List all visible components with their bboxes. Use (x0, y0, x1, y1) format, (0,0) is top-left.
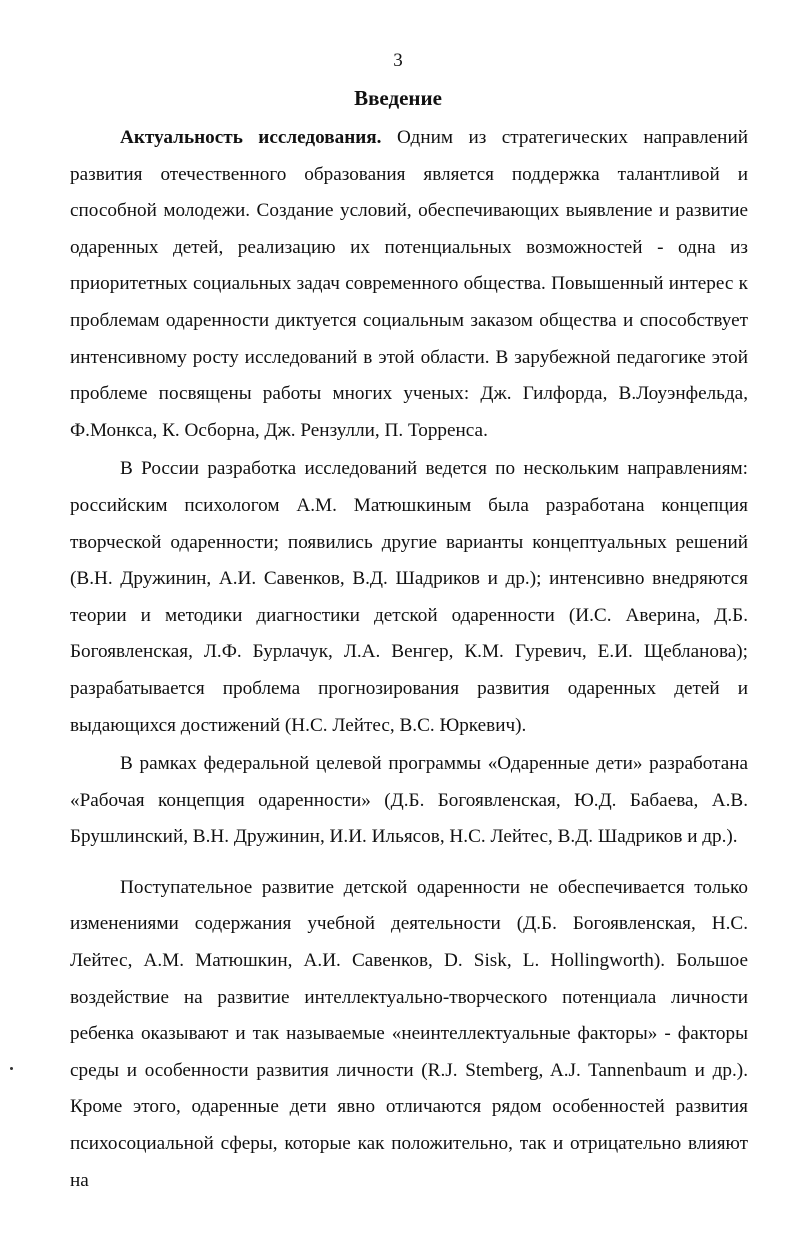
scan-dot-mark (10, 1067, 13, 1070)
paragraph-progressive-development: Поступательное развитие детской одаренности не обеспечивается только изменениями содержания учебной деятельности (Д.Б. Богоявленская, Н.С. Лейтес, А.М. Матюшкин, А.И. Савенков, D. Sisk, L. Hollingworth). Большое воздействие на развитие интеллектуально-творческого потенциала личности ребенка оказывают и так называемые «неинтеллектуальные факторы» - факторы среды и особенности развития личности (R.J. Stemberg, A.J. Tannenbaum и др.). Кроме этого, одаренные дети явно отличаются рядом особенностей развития психосоциальной сферы, которые как положительно, так и отрицательно влияют на (70, 876, 748, 1191)
paragraph-russia-research: В России разработка исследований ведется по нескольким направлениям: российским психологом А.М. Матюшкиным была разработана концепция творческой одаренности; появились другие варианты концептуальных решений (В.Н. Дружинин, А.И. Савенков, В.Д. Шадриков и др.); интенсивно внедряются теории и методики диагностики детской одаренности (И.С. Аверина, Д.Б. Богоявленская, Л.Ф. Бурлачук, Л.А. Венгер, К.М. Гуревич, Е.И. Щебланова); разрабатывается проблема прогнозирования развития одаренных детей и выдающихся достижений (Н.С. Лейтес, В.С. Юркевич). (70, 458, 748, 736)
page-title: Введение (354, 86, 442, 110)
paragraph-lead: Актуальность исследования. (120, 127, 382, 148)
page-number: 3 (393, 50, 403, 71)
paragraph-relevance (70, 120, 748, 449)
paragraph-federal-program: В рамках федеральной целевой программы «Одаренные дети» разработана «Рабочая концепция одаренности» (Д.Б. Богоявленская, Ю.Д. Бабаева, А.В. Брушлинский, В.Н. Дружинин, И.И. Ильясов, Н.С. Лейтес, В.Д. Шадриков и др.). (70, 753, 748, 848)
paragraph-text: Одним из стратегических направлений развития отечественного образования является поддержка талантливой и способной молодежи. Создание условий, обеспечивающих выявление и развитие одаренных детей, реализацию их потенциальных возможностей - одна из приоритетных социальных задач современного общества. Повышенный интерес к проблемам одаренности диктуется социальным заказом общества и способствует интенсивному росту исследований в этой области. В зарубежной педагогике этой проблеме посвящены работы многих ученых: Дж. Гилфорда, В.Лоуэнфельда, Ф.Монкса, К. Осборна, Дж. Рензулли, П. Торренса. (70, 127, 748, 441)
body-text (70, 120, 748, 1199)
